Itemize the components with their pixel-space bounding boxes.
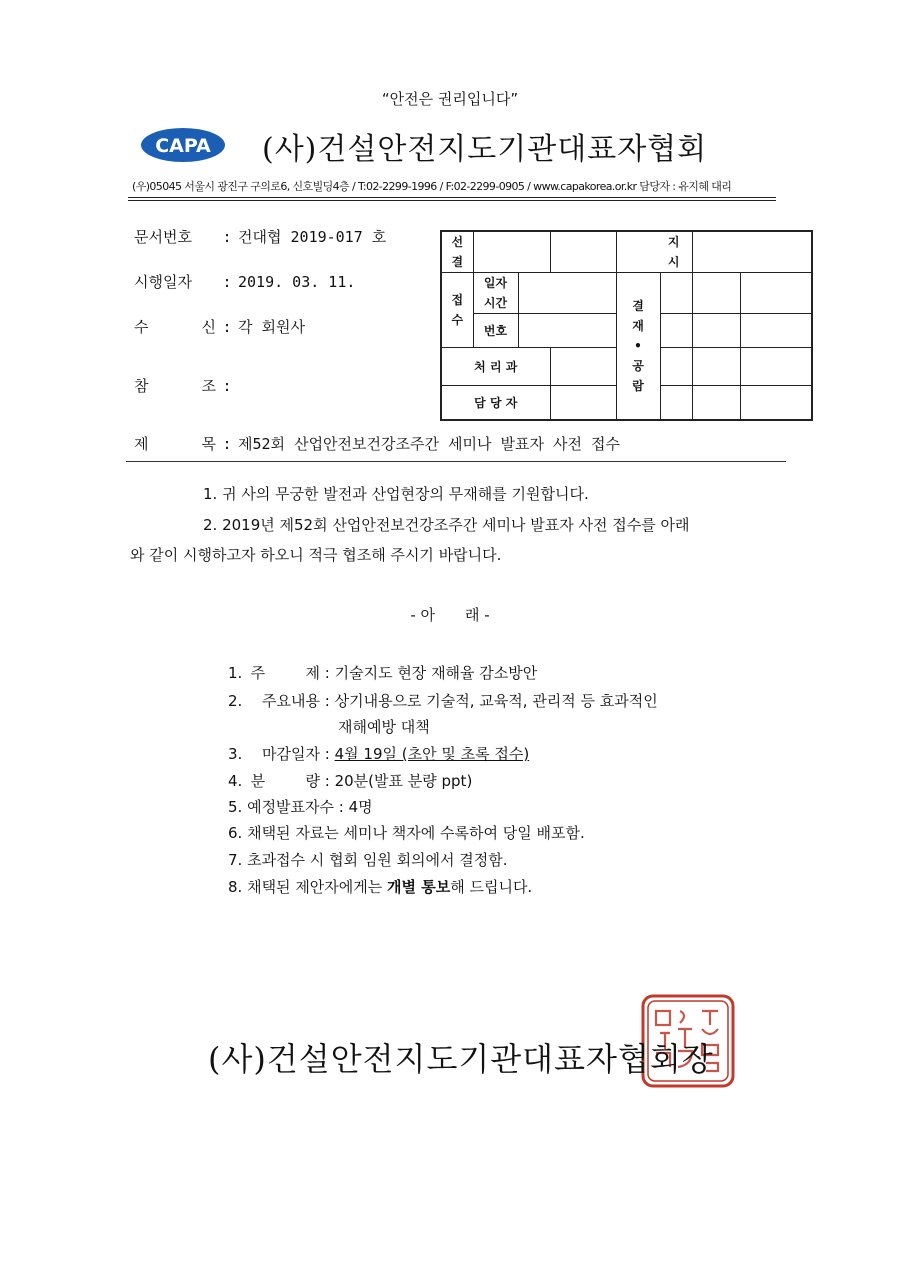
number-cell: [473, 314, 518, 348]
datetime-label: 일자시간: [483, 276, 508, 310]
header-divider: [128, 197, 776, 201]
logo-text: CAPA: [155, 135, 211, 157]
item-7: 7. 초과접수 시 협회 임원 회의에서 결정함.: [228, 851, 508, 869]
capa-logo: [140, 126, 226, 164]
item-2-value-continued: 재해예방 대책: [338, 718, 430, 736]
person-cell: [441, 386, 550, 420]
recipient: 각 회원사: [238, 318, 305, 336]
date-row: 시행일자 : 2019. 03. 11.: [134, 273, 356, 291]
receipt-label: 접수: [451, 293, 464, 327]
dept-cell: [441, 348, 550, 386]
instruct-cell: [616, 231, 692, 273]
item-5: 5. 예정발표자수 : 4명: [228, 798, 373, 816]
subject-row: 제 목 : 제52회 산업안전보건강조주간 세미나 발표자 사전 접수: [134, 435, 620, 453]
item-8-bold: 개별 통보: [387, 878, 451, 896]
item-3-label: 3. 마감일자: [228, 745, 320, 763]
item-2-label: 2. 주요내용: [228, 692, 320, 710]
org-address: (우)05045 서울시 광진구 구의로6, 신호빌딩4층 / T:02-2299-1996 / F:02-2299-0905 / www.capakorea.or.kr 담당자 : 유지혜 대리: [132, 180, 732, 193]
item-1: 1. 주 제 : 기술지도 현장 재해율 감소방안: [228, 664, 538, 682]
approval-table: [440, 230, 813, 421]
doc-number: 건대협 2019-017 호: [238, 228, 387, 246]
item-8-pre: 8. 채택된 제안자에게는: [228, 878, 388, 896]
item-2-value: 상기내용으로 기술적, 교육적, 관리적 등 효과적인: [334, 692, 658, 710]
number-label: 번호: [483, 324, 508, 338]
date-label: 시행일자: [134, 273, 192, 291]
dept-label: 처 리 과: [474, 360, 518, 374]
doc-number-row: 문서번호 : 건대협 2019-017 호: [134, 228, 387, 246]
doc-number-label: 문서번호: [134, 228, 192, 246]
person-label: 담 당 자: [474, 395, 518, 410]
recipient-label: 수 신: [134, 318, 216, 336]
recipient-row: 수 신 : 각 회원사: [134, 318, 305, 336]
subject: 제52회 산업안전보건강조주간 세미나 발표자 사전 접수: [238, 435, 620, 453]
org-title: (사)건설안전지도기관대표자협회: [262, 132, 708, 167]
receipt-cell: [441, 273, 473, 348]
paragraph-2-line-1: 2. 2019년 제52회 산업안전보건강조주간 세미나 발표자 사전 접수를 아래: [203, 516, 690, 534]
item-1-label: 1. 주 제: [228, 664, 320, 682]
prior-cell: [441, 231, 473, 273]
paragraph-2-line-2: 와 같이 시행하고자 하오니 적극 협조해 주시기 바랍니다.: [130, 546, 502, 564]
item-4-value: 20분(발표 분량 ppt): [334, 772, 473, 790]
item-8: [228, 876, 532, 897]
instruct-label: 지시: [667, 235, 680, 269]
item-4: 4. 분 량 : 20분(발표 분량 ppt): [228, 772, 473, 790]
datetime-cell: [473, 273, 518, 314]
approve-label: 결재•공람: [632, 298, 644, 393]
paragraph-1: 1. 귀 사의 무궁한 발전과 산업현장의 무재해를 기원합니다.: [203, 485, 589, 503]
slogan: “안전은 권리입니다”: [381, 90, 519, 108]
item-6: 6. 채택된 자료는 세미나 책자에 수록하여 당일 배포함.: [228, 824, 585, 842]
prior-label: 선결: [451, 235, 464, 269]
issue-date: 2019. 03. 11.: [238, 273, 356, 291]
item-2: 2. 주요내용 : 상기내용으로 기술적, 교육적, 관리적 등 효과적인: [228, 692, 658, 710]
item-1-value: 기술지도 현장 재해율 감소방안: [334, 664, 538, 682]
approve-cell: [616, 273, 660, 420]
item-8-post: 해 드립니다.: [450, 878, 533, 896]
reference-label: 참 조: [134, 377, 216, 395]
footer-organization-head: (사)건설안전지도기관대표자협회장: [208, 1040, 714, 1078]
item-3-value: 4월 19일 (초안 및 초록 접수): [334, 745, 530, 763]
item-3: 3. 마감일자 : 4월 19일 (초안 및 초록 접수): [228, 745, 530, 763]
subject-label: 제 목: [134, 435, 216, 453]
item-4-label: 4. 분 량: [228, 772, 320, 790]
below-heading: - 아 래 -: [410, 606, 490, 624]
reference-row: 참 조 :: [134, 377, 232, 395]
subject-divider: [126, 461, 786, 462]
